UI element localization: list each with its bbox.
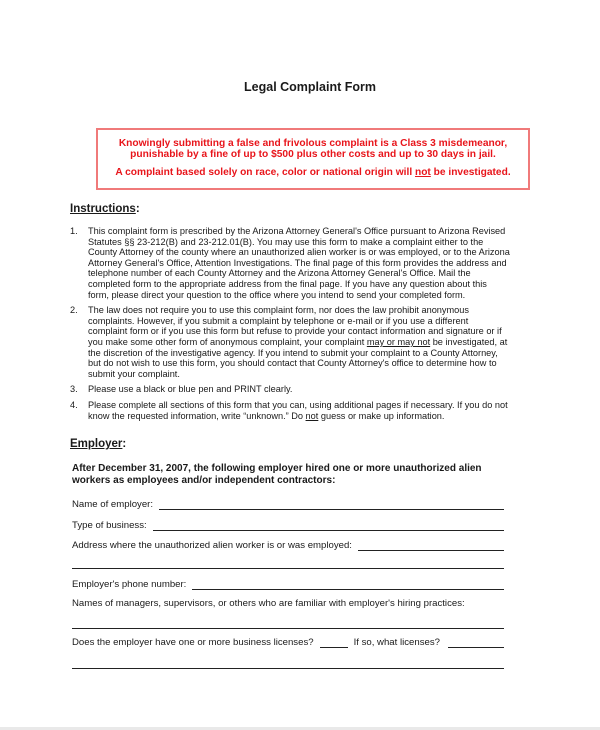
page-title: Legal Complaint Form [244,80,376,94]
heading-colon: : [135,203,140,215]
licenses-row [72,636,504,648]
list-item [70,226,510,300]
business-type-field[interactable] [153,521,504,531]
heading-text: Instructions [70,203,136,215]
warning-box [96,128,530,190]
address-field-line-2[interactable] [72,568,504,569]
phone-row [72,578,504,590]
item-text-part: guess or make up information. [318,410,445,421]
item-text-part: be investigated, at the discretion of the investigative agency. If you intend to submit your complaint to a County Attorney, but do not wish to use this form, you should contact that County Attorney's office to determine how to submit your complaint. [88,336,508,379]
list-item [70,305,510,379]
list-item [70,384,510,395]
warning-line-1: Knowingly submitting a false and frivolous complaint is a Class 3 misdemeanor, [118,138,508,149]
licenses-field-line-2[interactable] [72,668,504,669]
field-label: If so, what licenses? [353,637,440,648]
item-text-part: The law does not require you to use this complaint form, nor does the law prohibit anonymous complaints. However, if you submit a complaint by telephone or e-mail or if you use a different complaint form or if you use this form but refuse to provide your contact information and signature or if you make some other form of anonymous complaint, your complaint [88,305,502,347]
field-label: Does the employer have one or more business licenses? [72,637,314,648]
employer-intro: After December 31, 2007, the following employer hired one or more unauthorized alien workers as employees and/or independent contractors: [72,463,482,486]
warning-text: be investigated. [430,167,511,178]
has-licenses-field[interactable] [320,638,348,648]
list-item [70,400,510,421]
warning-line-2: punishable by a fine of up to $500 plus other costs and up to 30 days in jail. [130,149,496,160]
item-text-part: Please complete all sections of this form that you can, using additional pages if necessary. If you do not know the requested information, write “unknown.” Do [88,399,508,421]
field-label: Employer's phone number: [72,579,187,590]
licenses-field[interactable] [448,638,504,648]
heading-colon: : [122,438,127,450]
instructions-heading [70,203,140,215]
item-text [88,400,510,421]
address-row [72,539,504,551]
warning-text: A complaint based solely on race, color or national origin will [115,167,415,178]
instructions-list [70,226,510,426]
address-field[interactable] [358,541,504,551]
item-text [88,305,510,379]
item-number: 1. [70,226,78,236]
employer-name-field[interactable] [159,500,504,510]
managers-row [72,597,504,609]
warning-line-3 [98,167,528,178]
item-text: Please use a black or blue pen and PRINT clearly. [88,384,293,395]
managers-field[interactable] [72,628,504,629]
item-number: 4. [70,399,78,410]
item-underlined: not [305,410,319,421]
employer-name-row [72,498,504,510]
field-label: Type of business: [72,520,147,531]
item-text: This complaint form is prescribed by the Arizona Attorney General's Office pursuant to Arizona Revised Statutes §§ 23-212(B) and 23-212.01(B). You may use this form to make a complaint either to the County Attorney of the county where an unauthorized alien worker is or was employed, or to the Arizona Attorney General's Office, Attention Investigations. The final page of this form provides the address and telephone number of each County Attorney and the Arizona Attorney General's Office. Mail the completed form to the appropriate address from the final page. If you have any question about this form, please direct your question to the office where you intend to send your completed form. [88,226,510,300]
field-label: Address where the unauthorized alien worker is or was employed: [72,540,352,551]
business-type-row [72,519,504,531]
heading-text: Employer [70,438,123,450]
field-label: Names of managers, supervisors, or others who are familiar with employer's hiring practices: [72,598,465,609]
item-number: 2. [70,305,78,316]
phone-field[interactable] [192,580,504,590]
item-number: 3. [70,384,78,395]
employer-heading [70,438,126,450]
field-label: Name of employer: [72,499,154,510]
warning-underlined: not [414,167,431,178]
item-underlined: may or may not [366,336,431,347]
